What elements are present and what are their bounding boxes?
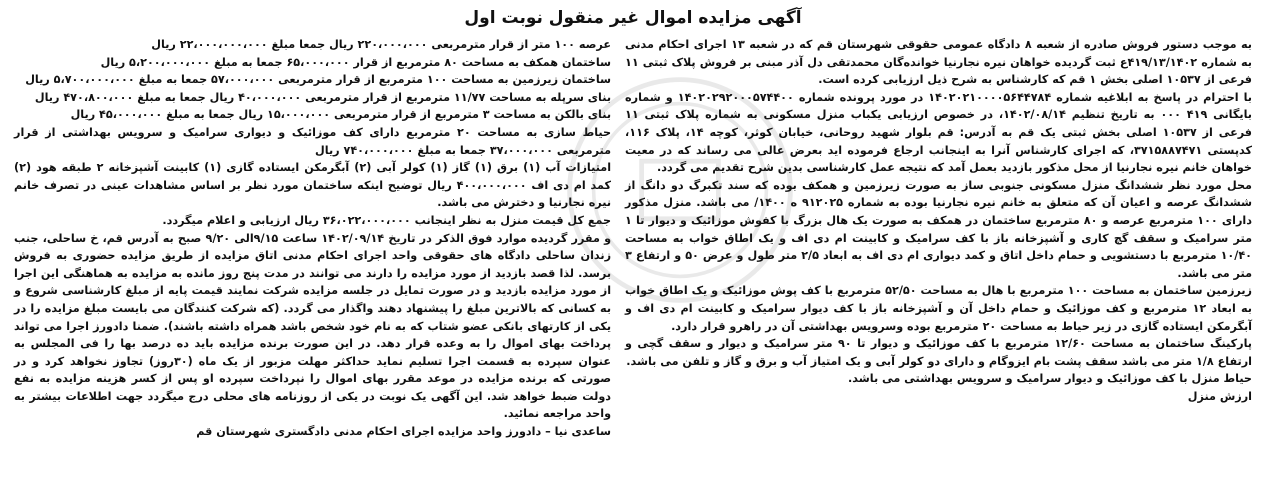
notice-title: آگهی مزایده اموال غیر منقول نوبت اول [464,8,802,28]
valuation-line-balcony: بنای بالکن به مساحت ۳ مترمربع از قرار مترمربعی ۱۵،۰۰۰،۰۰۰ ریال جمعا به مبلغ ۴۵،۰۰۰،۰۰۰ ریال [70,108,612,122]
valuation-line-stairwell: بنای سرپله به مساحت ۱۱/۷۷ مترمربع از قرار مترمربعی ۴۰،۰۰۰،۰۰۰ ریال جمعا به مبلغ ۴۷۰،۸۰۰،۰۰۰ ریال [34,90,612,104]
right-paragraph-3: محل مورد نظر ششدانگ منزل مسکونی جنوبی ساز به صورت زیرزمین و همکف بوده که سند تکبرگ دو دانگ از ششدانگ عرصه و اعیان آن که متعلق به خانم نیره نجارنیا بوده به شماره ۹۱۲۰۲۵ ه ۱۴۰۰/ می باشد. منزل مذکور دارای ۱۰۰ مترمربع عرصه و ۸۰ مترمربع ساختمان در همکف به صورت یک هال بزرگ با کفوش موزائیک و دیوار تا ۱ متر سرامیک و سقف گچ کاری و آشپزخانه باز با کف سرامیک و کابینت ام دی اف و یک اطاق خواب به مساحت ۱۰/۴۰ مترمربع با دستشویی و حمام داخل اتاق و کمد دیواری ام دی اف به ابعاد ۲/۵ متر طول و عرض ۵۰ و ارتفاع ۳ متر می باشد. [625,178,1252,280]
valuation-line-ground-floor: ساختمان همکف به مساحت ۸۰ مترمربع از قرار ۶۵،۰۰۰،۰۰۰ جمعا به مبلغ ۵،۲۰۰،۰۰۰،۰۰۰ ریال [100,55,612,69]
valuation-line-land: عرصه ۱۰۰ متر از قرار مترمربعی ۲۲۰،۰۰۰،۰۰۰ ریال جمعا مبلغ ۲۲،۰۰۰،۰۰۰،۰۰۰ ریال [151,38,612,51]
right-paragraph-2: با احترام در پاسخ به ابلاغیه شماره ۱۴۰۲۰۲۱۰۰۰۰۵۶۴۴۷۸۴ در مورد پرونده شماره ۱۴۰۲۰۲۹۲۰۰۰۵۷۴۴۰۰ و شماره بایگانی ۴۱۹ ۰۰۰ به تاریخ تنظیم ۱۴۰۲/۰۸/۱۴، در خصوص ارزیابی یکباب منزل مسکونی به شماره پلاک ثبتی ۱۱ فرعی از ۱۰۵۳۷ اصلی بخش ثبتی یک قم به آدرس: قم بلوار شهید روحانی، خیابان کوثر، کوچه ۱۴، پلاک ۱۱۶، کدپستی ۳۷۱۵۸۸۷۴۷۱، که اجرای کارشناس آنرا به اینجانب ارجاع فرموده اید بعرض عالی می رساند که در معیت خواهان خانم نیره نجارنیا از محل مذکور بازدید بعمل آمد که نتیجه عمل کارشناسی بدین شرح تقدیم می گردد. [625,90,1253,175]
right-paragraph-6: حیاط منزل با کف موزائیک و دیوار سرامیک و سرویس بهداشتی می باشد. [848,372,1252,386]
right-paragraph-7: ارزش منزل [1187,389,1252,403]
signature-line: ساعدی نیا – دادورز واحد مزایده اجرای احکام مدنی دادگستری شهرستان قم [196,425,612,439]
right-paragraph-5: پارکینگ ساختمان به مساحت ۱۲/۶۰ مترمربع با کف موزائیک و دیوار تا ۹۰ متر سرامیک و دیوار و سقف گچی و ارتفاع ۱/۸ متر می باشد سقف پشت بام ایزوگام و دارای دو کولر آبی و یک امتیاز آب و برق و گاز و تلفن می باشد. [625,337,1252,368]
auction-terms: و مقرر گردیده موارد فوق الذکر در تاریخ ۱۴۰۲/۰۹/۱۴ ساعت ۹/۱۵الی ۹/۲۰ صبح به آدرس قم، خ ساحلی، جنب زندان ساحلی دادگاه های حقوقی واحد اجرای احکام مدنی اتاق مزایده از طریق مزایده حضوری به فروش برسد. لذا قصد بازدید از مورد مزایده را دارند می توانند در مدت پنج روز مانده به مزایده به هماهنگی این اجرا از مورد مزایده بازدید و در صورت تمایل در جلسه مزایده شرکت نمایند قیمت پایه از مبلغ کارشناسی شروع و به کسانی که بالاترین مبلغ را پیشنهاد دهند واگذار می گردد. (که شرکت کنندگان می بایست مبلغ مزایده را در یکی از کارتهای بانکی عضو شتاب که به نام خود شخص باشد همراه داشته باشند). ضمنا دادورز اجرا می تواند پرداخت بهای اموال را به وعده قرار دهد. در این صورت برنده مزایده باید ده درصد بها را فی المجلس به عنوان سپرده به قسمت اجرا تسلیم نماید حداکثر مهلت مزبور از یک ماه (۳۰روز) تجاوز نخواهد کرد و در صورتی که برنده مزایده در موعد مقرر بهای اموال را نپرداخت سپرده او پس از کسر هزینه مزایده به نفع دولت ضبط خواهد شد. این آگهی یک نوبت در یکی از روزنامه های محلی درج میگردد جهت اطلاعات بیشتر به واحد مراجعه نمائید. [14,231,612,421]
valuation-line-utilities: امتیازات آب (۱) برق (۱) گاز (۱) کولر آبی (۲) آبگرمکن ایستاده گازی (۱) کابینت آشپزخانه ۲ طبقه هود (۲) کمد ام دی اف ۴۰۰،۰۰۰،۰۰۰ ریال توضیح اینکه ساختمان مورد نظر بر اساس مشاهدات عینی در تصرف خانم نیره نجارنیا و دخترش می باشد. [14,161,612,210]
valuation-line-basement: ساختمان زیرزمین به مساحت ۱۰۰ مترمربع از قرار مترمربعی ۵۷،۰۰۰،۰۰۰ جمعا به مبلغ ۵،۷۰۰،۰۰۰،۰۰۰ ریال [25,73,612,87]
valuation-total: جمع کل قیمت منزل به نظر اینجانب ۳۶،۰۲۲،۰۰۰،۰۰۰ ریال ارزیابی و اعلام میگردد. [162,213,612,227]
right-column [625,36,1252,441]
right-paragraph-4: زیرزمین ساختمان به مساحت ۱۰۰ مترمربع با هال به مساحت ۵۲/۵۰ مترمربع با کف پوش موزائیک و یک اطاق خواب به ابعاد ۱۲ مترمربع و کف موزائیک و حمام داخل آن و آشپزخانه باز با کف دیوار سرامیک و کابینت ام دی اف و آبگرمکن ایستاده گازی در زیر حیاط به مساحت ۲۰ مترمربع بوده وسرویس بهداشتی آن در راهرو قرار دارد. [625,284,1252,333]
right-paragraph-1: به موجب دستور فروش صادره از شعبه ۸ دادگاه عمومی حقوقی شهرستان قم که در شعبه ۱۳ اجرای احکام مدنی به شماره ۴۱۹/۱۳/۱۴۰۲ع ثبت گردیده خواهان نیره نجارنیا خوانده‌گان محمدتقی دل آذر مبنی بر فروش پلاک ثبتی ۱۱ فرعی از ۱۰۵۳۷ اصلی بخش ۱ قم که کارشناس به شرح ذیل ارزیابی کرده است. [625,38,1253,87]
valuation-line-yard: حیاط سازی به مساحت ۲۰ مترمربع دارای کف موزائیک و دیواری سرامیک و سرویس بهداشتی از قرار مترمربعی ۳۷،۰۰۰،۰۰۰ جمعا به مبلغ ۷۴۰،۰۰۰،۰۰۰ ریال [14,125,612,157]
left-column [14,36,611,441]
